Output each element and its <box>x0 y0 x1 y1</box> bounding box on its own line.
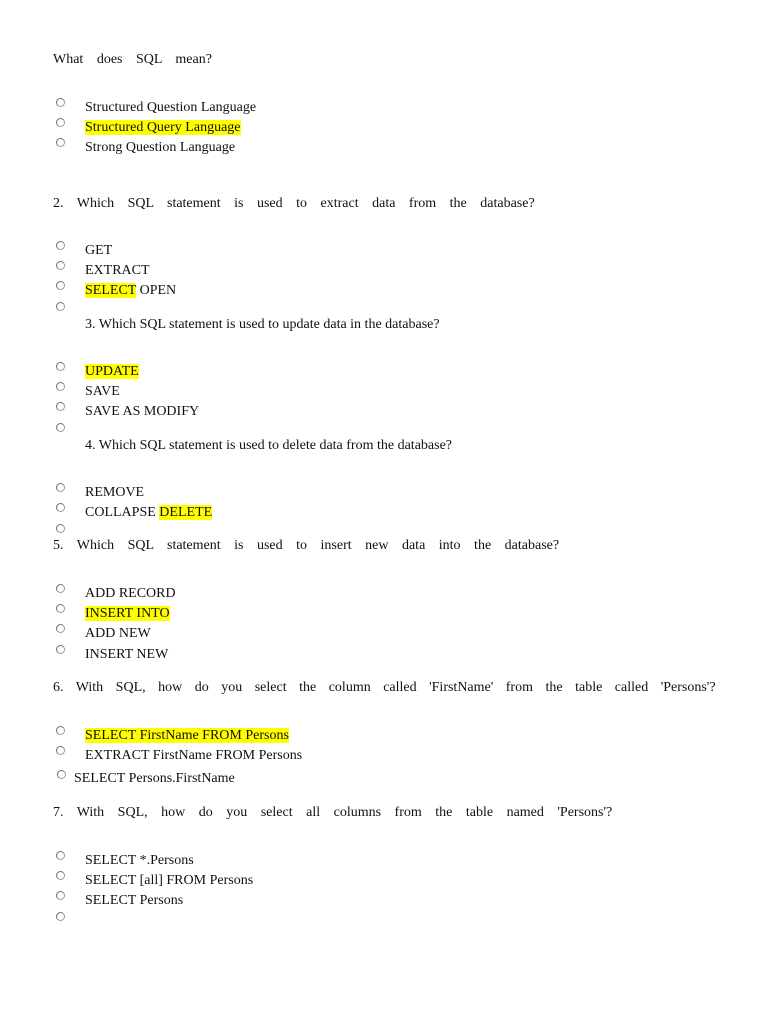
option-text: SELECT [all] FROM Persons <box>85 873 254 888</box>
option-text: COLLAPSE <box>85 505 160 520</box>
question-5-text: 5. Which SQL statement is used to insert new data into the database? <box>53 538 560 553</box>
option-label <box>85 605 170 623</box>
option-label <box>85 504 212 522</box>
radio-button[interactable] <box>56 483 65 492</box>
question-6-text: 6. With SQL, how do you select the column called 'FirstName' from the table called 'Persons'? <box>53 680 716 695</box>
option-text: EXTRACT FirstName FROM Persons <box>85 748 303 763</box>
option-label <box>85 119 241 137</box>
radio-button[interactable] <box>56 362 65 371</box>
radio-button[interactable] <box>56 624 65 633</box>
option-text: GET <box>85 243 113 258</box>
option-label <box>85 484 144 502</box>
radio-button[interactable] <box>56 524 65 533</box>
radio-button[interactable] <box>56 891 65 900</box>
radio-button[interactable] <box>57 770 66 779</box>
option-label <box>85 403 199 421</box>
radio-button[interactable] <box>56 302 65 311</box>
radio-button[interactable] <box>56 584 65 593</box>
option-label <box>85 625 151 643</box>
option-text: SELECT Persons.FirstName <box>74 771 235 786</box>
option-text-highlighted: DELETE <box>159 505 213 520</box>
radio-button[interactable] <box>56 281 65 290</box>
radio-button[interactable] <box>56 871 65 880</box>
question-7-text: 7. With SQL, how do you select all columns from the table named 'Persons'? <box>53 805 613 820</box>
option-text: SELECT Persons <box>85 893 184 908</box>
radio-button[interactable] <box>56 138 65 147</box>
option-label <box>85 242 112 260</box>
radio-button[interactable] <box>56 726 65 735</box>
radio-button[interactable] <box>56 241 65 250</box>
radio-button[interactable] <box>56 382 65 391</box>
option-label <box>85 99 256 117</box>
radio-button[interactable] <box>56 402 65 411</box>
option-label <box>85 852 194 870</box>
question-2-text: 2. Which SQL statement is used to extract data from the database? <box>53 196 535 211</box>
radio-button[interactable] <box>56 604 65 613</box>
option-label <box>85 363 139 381</box>
option-text-highlighted: UPDATE <box>85 364 139 379</box>
option-label <box>85 139 235 157</box>
option-text: EXTRACT <box>85 263 150 278</box>
option-text: ADD NEW <box>85 626 151 641</box>
radio-button[interactable] <box>56 912 65 921</box>
option-label <box>85 646 168 664</box>
option-label <box>85 747 302 765</box>
option-text: Strong Question Language <box>85 140 236 155</box>
option-label <box>74 770 235 788</box>
radio-button[interactable] <box>56 261 65 270</box>
question-1-text: What does SQL mean? <box>53 52 212 67</box>
option-text-highlighted: Structured Query Language <box>85 120 241 135</box>
option-label <box>85 383 120 401</box>
radio-button[interactable] <box>56 645 65 654</box>
radio-button[interactable] <box>56 851 65 860</box>
radio-button[interactable] <box>56 503 65 512</box>
option-text: REMOVE <box>85 485 145 500</box>
radio-button[interactable] <box>56 423 65 432</box>
option-text: OPEN <box>136 283 177 298</box>
option-label <box>85 892 183 910</box>
radio-button[interactable] <box>56 118 65 127</box>
option-label <box>85 727 289 745</box>
option-text: ADD RECORD <box>85 586 176 601</box>
option-text: SAVE AS MODIFY <box>85 404 200 419</box>
option-text-highlighted: INSERT INTO <box>85 606 170 621</box>
option-label <box>85 262 150 280</box>
radio-button[interactable] <box>56 98 65 107</box>
option-label <box>85 585 176 603</box>
question-3-text: 3. Which SQL statement is used to update data in the database? <box>85 317 440 332</box>
radio-button[interactable] <box>56 746 65 755</box>
option-text: INSERT NEW <box>85 647 169 662</box>
option-text: SAVE <box>85 384 120 399</box>
option-text-highlighted: SELECT <box>85 283 137 298</box>
option-label <box>85 282 176 300</box>
question-4-text: 4. Which SQL statement is used to delete data from the database? <box>85 438 452 453</box>
option-text-highlighted: SELECT FirstName FROM Persons <box>85 728 289 743</box>
option-text: SELECT *.Persons <box>85 853 194 868</box>
option-label <box>85 872 253 890</box>
option-text: Structured Question Language <box>85 100 257 115</box>
